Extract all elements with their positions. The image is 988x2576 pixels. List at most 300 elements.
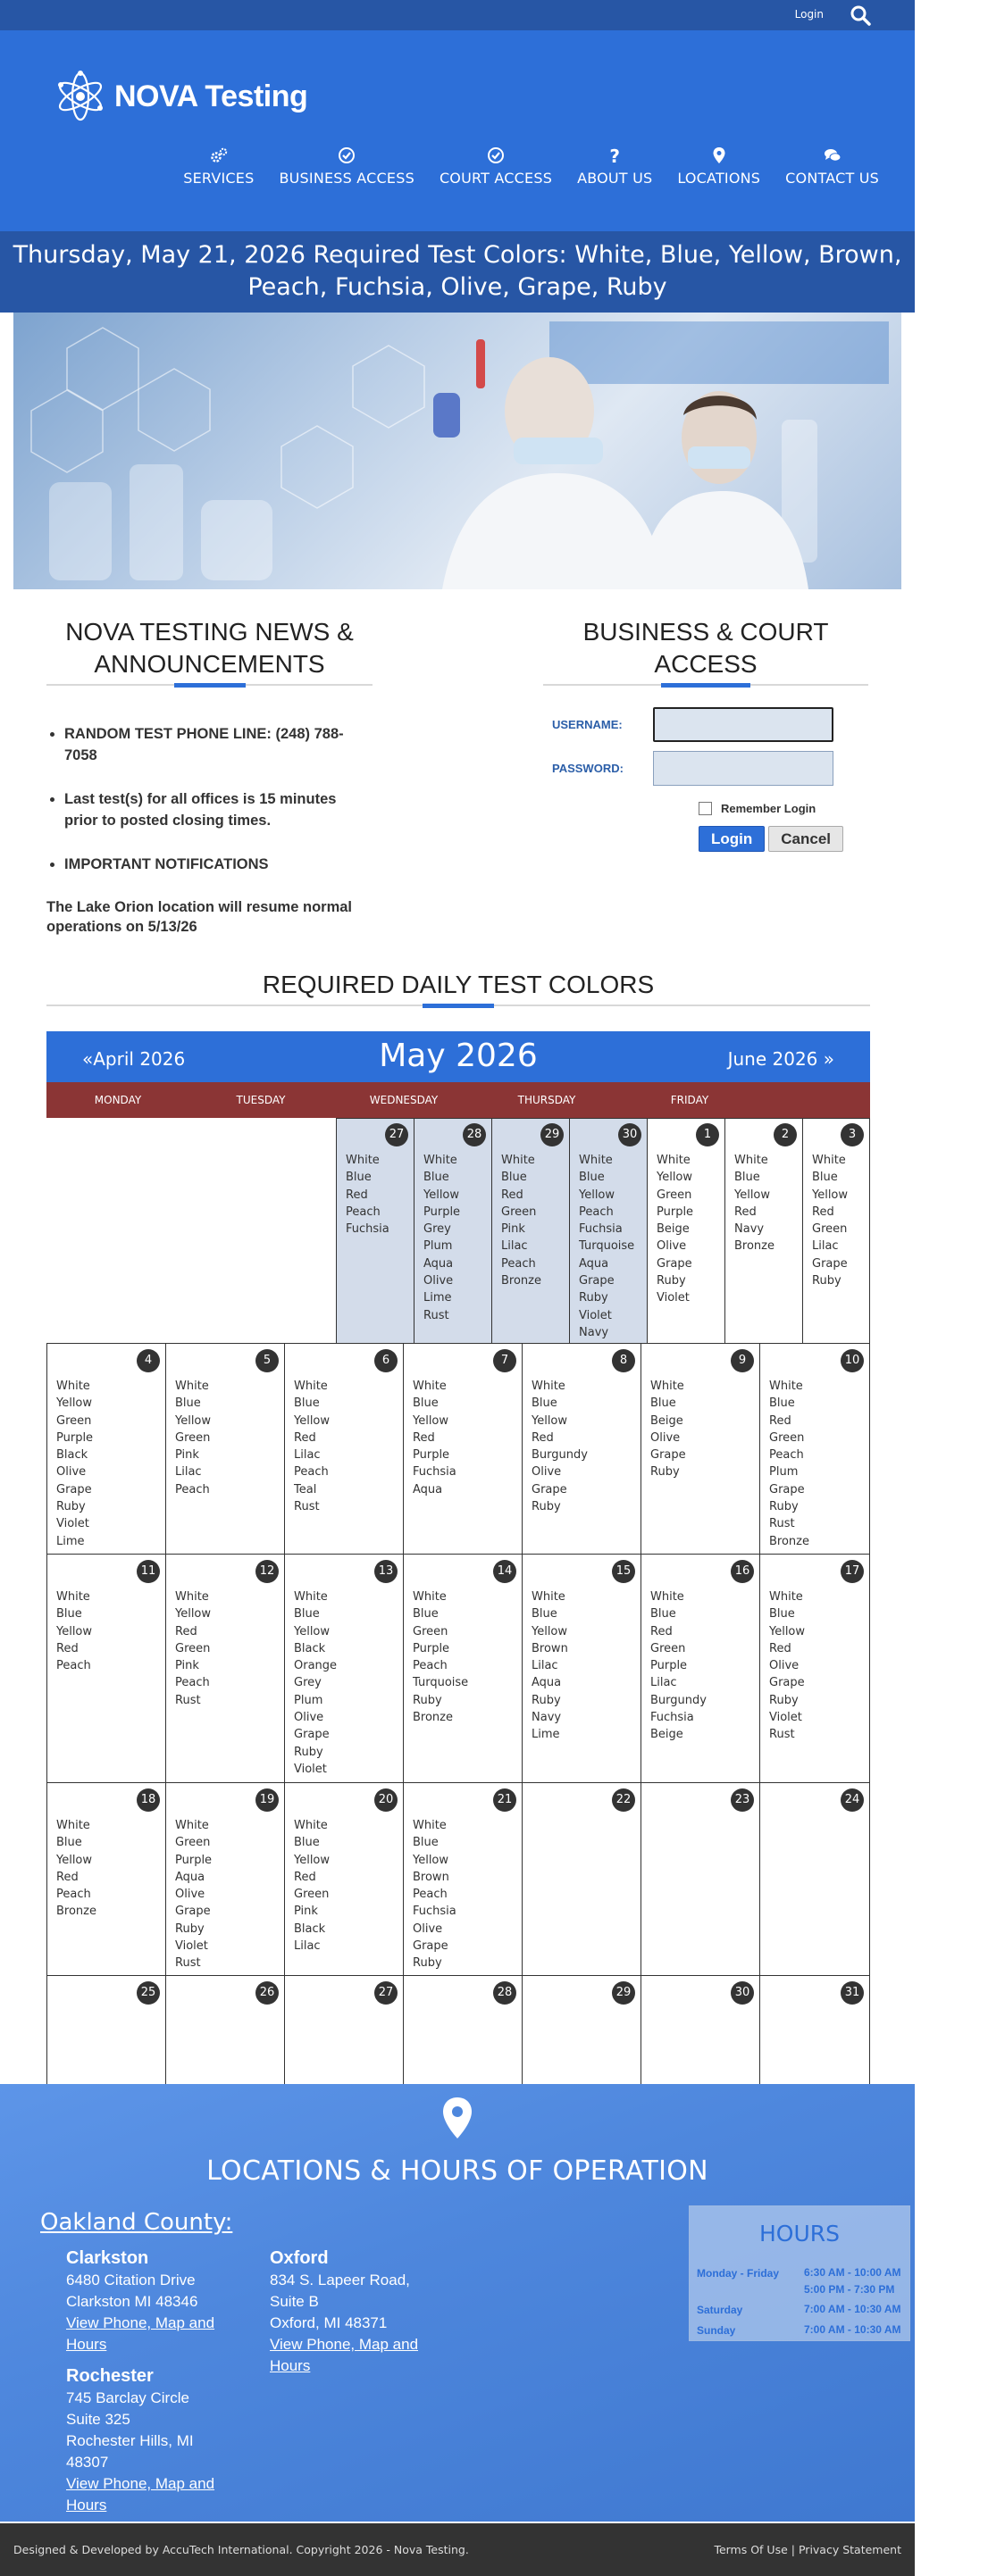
test-color: White: [413, 1819, 447, 1832]
access-title: BUSINESS & COURT ACCESS: [582, 618, 829, 678]
test-color: Olive: [413, 1922, 443, 1936]
test-color: Aqua: [532, 1676, 562, 1690]
test-color: Yellow: [812, 1188, 849, 1202]
test-color: Purple: [423, 1205, 461, 1219]
calendar-week: [46, 1555, 870, 1783]
calendar-day: [284, 1783, 403, 1975]
news-item: • RANDOM TEST PHONE LINE: (248) 788-7058: [64, 723, 373, 766]
test-color: Lime: [532, 1728, 560, 1742]
day-color-list: [56, 1817, 96, 1921]
day-color-list: [812, 1152, 848, 1289]
lab-scene-illustration: [13, 313, 901, 589]
test-color: White: [413, 1590, 447, 1604]
site-header: [0, 30, 915, 231]
search-icon[interactable]: [849, 4, 872, 27]
title-divider: [46, 1005, 870, 1006]
hours-time: 6:30 AM - 10:00 AM: [804, 2266, 901, 2279]
calendar-day: [522, 1783, 641, 1975]
day-number-badge: 27: [374, 1981, 398, 2005]
test-color: Ruby: [413, 1956, 442, 1971]
day-number-badge: 12: [255, 1560, 279, 1583]
test-color: Pink: [175, 1448, 199, 1463]
day-color-list: [413, 1817, 456, 1972]
nav-label: ABOUT US: [577, 170, 653, 187]
test-color: Red: [734, 1205, 757, 1219]
test-color: Navy: [579, 1325, 609, 1339]
test-color: Lime: [56, 1534, 85, 1548]
test-color: Violet: [294, 1762, 327, 1776]
nav-business-access[interactable]: [279, 146, 414, 187]
locations-title: LOCATIONS & HOURS OF OPERATION: [206, 2155, 708, 2187]
nav-label: BUSINESS ACCESS: [279, 170, 414, 187]
test-color: Ruby: [532, 1693, 561, 1707]
nav-court-access[interactable]: [440, 146, 552, 187]
day-color-list: [413, 1378, 456, 1498]
test-color: Red: [501, 1188, 523, 1202]
password-field[interactable]: [653, 751, 833, 786]
calendar-left-border: [46, 1976, 47, 2084]
weekday-header: [46, 1082, 870, 1118]
news-item: • Last test(s) for all offices is 15 minutes prior to posted closing times.: [64, 788, 373, 831]
test-color: Grape: [769, 1482, 805, 1496]
day-color-list: [294, 1378, 330, 1515]
day-number-badge: 24: [841, 1788, 864, 1812]
test-color: Lime: [423, 1291, 452, 1305]
test-color: Olive: [532, 1465, 562, 1480]
username-field[interactable]: [653, 707, 833, 742]
password-label: PASSWORD:: [552, 762, 624, 775]
day-number-badge: 19: [255, 1788, 279, 1812]
test-color: Red: [812, 1205, 834, 1219]
test-color: Olive: [769, 1659, 800, 1673]
test-color: Violet: [579, 1308, 612, 1322]
day-color-list: [650, 1588, 707, 1744]
test-color: Blue: [769, 1396, 795, 1411]
county-heading[interactable]: Oakland County:: [40, 2209, 233, 2236]
day-number-badge: 5: [255, 1349, 279, 1372]
office-address-line: Suite B: [270, 2293, 319, 2310]
test-color: Grape: [769, 1676, 805, 1690]
nav-label: LOCATIONS: [677, 170, 761, 187]
calendar-day: [641, 1344, 759, 1554]
test-color: Green: [175, 1641, 211, 1655]
test-color: Olive: [175, 1888, 205, 1902]
calendar-day: [641, 1976, 759, 2084]
test-color: Red: [346, 1188, 368, 1202]
test-color: Blue: [294, 1836, 320, 1850]
calendar-day: [46, 1555, 165, 1782]
next-month-link[interactable]: June 2026 »: [727, 1048, 834, 1070]
test-color: Grey: [294, 1676, 322, 1690]
news-note: The Lake Orion location will resume normal operations on 5/13/26: [46, 899, 352, 935]
day-number-badge: 10: [841, 1349, 864, 1372]
day-number-badge: 29: [540, 1123, 564, 1146]
test-color: Ruby: [579, 1291, 608, 1305]
calendar-day: [641, 1555, 759, 1782]
calendar-right-border: [869, 1344, 870, 1554]
day-number-badge: 26: [255, 1981, 279, 2005]
day-number-badge: 29: [612, 1981, 635, 2005]
test-color: Grey: [423, 1222, 451, 1237]
test-color: Yellow: [56, 1396, 93, 1411]
test-color: Blue: [532, 1607, 557, 1621]
test-color: White: [175, 1380, 209, 1393]
day-color-list: [532, 1378, 588, 1515]
test-color: Fuchsia: [346, 1222, 389, 1237]
calendar-day: [336, 1118, 414, 1343]
test-color: Yellow: [294, 1853, 331, 1867]
office-oxford: [270, 2247, 422, 2377]
nav-services[interactable]: [183, 146, 254, 187]
day-color-list: [657, 1152, 693, 1307]
day-number-badge: 28: [493, 1981, 516, 2005]
test-color: Grape: [532, 1482, 567, 1496]
test-color: Aqua: [413, 1482, 443, 1496]
test-color: Grape: [650, 1448, 686, 1463]
test-color: Lilac: [532, 1659, 558, 1673]
nav-contact-us[interactable]: [785, 146, 879, 187]
day-color-list: [734, 1152, 774, 1255]
test-color: Red: [650, 1624, 673, 1638]
calendar-day: [414, 1118, 491, 1343]
test-color: Beige: [650, 1413, 683, 1428]
test-color: Black: [56, 1448, 88, 1463]
hours-box: [689, 2205, 910, 2341]
day-color-list: [423, 1152, 460, 1324]
weekday-label: MONDAY: [94, 1094, 142, 1106]
office-address-line: 745 Barclay Circle Suite 325: [66, 2389, 189, 2428]
test-color: Lilac: [501, 1239, 528, 1254]
test-color: Blue: [769, 1607, 795, 1621]
test-color: Peach: [294, 1465, 329, 1480]
calendar-day: [647, 1118, 724, 1343]
test-color: Blue: [294, 1607, 320, 1621]
check-circle-icon: [487, 146, 505, 164]
test-color: White: [650, 1380, 684, 1393]
test-color: Lilac: [175, 1465, 202, 1480]
test-color: Red: [56, 1870, 79, 1884]
main-nav: [158, 146, 879, 187]
test-color: Black: [294, 1922, 326, 1936]
calendar-day: [165, 1783, 284, 1975]
footer-credit: Designed & Developed by AccuTech International. Copyright 2026 - Nova Testing.: [13, 2543, 469, 2556]
username-label: USERNAME:: [552, 718, 623, 731]
day-number-badge: 17: [841, 1560, 864, 1583]
day-number-badge: 21: [493, 1788, 516, 1812]
calendar-right-border: [869, 1118, 870, 1343]
calendar-day: [165, 1344, 284, 1554]
test-color: White: [423, 1154, 457, 1167]
calendar-day: [165, 1555, 284, 1782]
day-number-badge: 7: [493, 1349, 516, 1372]
test-color: White: [175, 1590, 209, 1604]
test-color: Purple: [657, 1205, 694, 1219]
test-color: Plum: [294, 1693, 323, 1707]
day-number-badge: 1: [696, 1123, 719, 1146]
office-name: Oxford: [270, 2248, 329, 2268]
test-color: Fuchsia: [650, 1711, 694, 1725]
cancel-button[interactable]: Cancel: [768, 826, 843, 852]
test-color: Bronze: [769, 1534, 809, 1548]
test-color: Purple: [650, 1659, 688, 1673]
test-color: Turquoise: [579, 1239, 635, 1254]
test-color: Blue: [346, 1171, 372, 1185]
calendar-day: [46, 1783, 165, 1975]
calendar-day: [403, 1555, 522, 1782]
calendar-day: [284, 1976, 403, 2084]
test-color: Blue: [175, 1396, 201, 1411]
test-color: Lilac: [650, 1676, 677, 1690]
office-address-line: Oxford, MI 48371: [270, 2314, 388, 2331]
test-color: Blue: [56, 1607, 82, 1621]
test-color: Violet: [769, 1711, 802, 1725]
cogs-icon: [210, 146, 228, 164]
calendar: [46, 1031, 870, 2085]
prev-month-label: April 2026: [93, 1048, 186, 1070]
test-color: White: [734, 1154, 768, 1167]
nav-about-us[interactable]: [577, 146, 652, 187]
test-color: Yellow: [56, 1624, 93, 1638]
site-footer: [0, 2523, 915, 2576]
test-color: Navy: [532, 1711, 562, 1725]
test-color: Pink: [294, 1905, 318, 1919]
test-color: Fuchsia: [413, 1905, 456, 1919]
test-color: Blue: [579, 1171, 605, 1185]
test-color: Violet: [175, 1939, 208, 1954]
test-color: Black: [294, 1641, 326, 1655]
day-number-badge: 9: [731, 1349, 754, 1372]
terms-link[interactable]: Terms Of Use: [714, 2543, 788, 2556]
test-color: Yellow: [413, 1413, 449, 1428]
test-color: Blue: [413, 1836, 439, 1850]
test-color: White: [501, 1154, 535, 1167]
calendar-week: [46, 1344, 870, 1555]
test-color: Olive: [423, 1274, 454, 1288]
calendar-day: [284, 1344, 403, 1554]
hours-day: Sunday: [697, 2324, 736, 2337]
weekday-label: THURSDAY: [517, 1094, 576, 1106]
day-color-list: [294, 1817, 330, 1955]
test-color: Rust: [423, 1308, 449, 1322]
day-number-badge: 20: [374, 1788, 398, 1812]
test-color: Ruby: [769, 1693, 799, 1707]
test-color: Turquoise: [413, 1676, 469, 1690]
test-color: Lilac: [812, 1239, 839, 1254]
day-color-list: [175, 1378, 211, 1498]
test-color: Green: [175, 1430, 211, 1445]
test-color: Lilac: [294, 1939, 321, 1954]
test-color: Blue: [413, 1396, 439, 1411]
hero-image: [13, 313, 901, 589]
calendar-right-border: [869, 1976, 870, 2084]
test-color: Peach: [175, 1676, 210, 1690]
prev-month-link[interactable]: «April 2026: [82, 1048, 186, 1070]
test-color: White: [294, 1380, 328, 1393]
test-color: Green: [657, 1188, 692, 1202]
day-number-badge: 30: [731, 1981, 754, 2005]
test-color: Blue: [650, 1607, 676, 1621]
test-color: Teal: [294, 1482, 317, 1496]
calendar-left-border: [46, 1344, 47, 1554]
test-color: Plum: [769, 1465, 799, 1480]
nav-locations[interactable]: [677, 146, 760, 187]
test-color: Ruby: [413, 1693, 442, 1707]
test-color: Ruby: [294, 1745, 323, 1759]
test-color: Green: [650, 1641, 686, 1655]
site-logo[interactable]: [54, 70, 307, 123]
test-color: Peach: [413, 1888, 448, 1902]
calendar-left-border: [46, 1783, 47, 1975]
test-color: Blue: [532, 1396, 557, 1411]
test-color: Green: [812, 1222, 848, 1237]
day-color-list: [346, 1152, 389, 1238]
test-color: Peach: [56, 1659, 91, 1673]
test-color: Blue: [812, 1171, 838, 1185]
office-details-link[interactable]: View Phone, Map and Hours: [270, 2336, 419, 2374]
hours-day: Monday - Friday: [697, 2267, 780, 2280]
title-divider: [543, 684, 868, 686]
day-number-badge: 3: [841, 1123, 864, 1146]
test-color: Peach: [413, 1659, 448, 1673]
calendar-day: [403, 1344, 522, 1554]
day-number-badge: 25: [137, 1981, 160, 2005]
day-color-list: [579, 1152, 634, 1341]
login-button[interactable]: Login: [699, 826, 765, 852]
test-color: Grape: [56, 1482, 92, 1496]
calendar-right-border: [869, 1555, 870, 1782]
hours-time: 7:00 AM - 10:30 AM: [804, 2303, 901, 2315]
test-color: Ruby: [769, 1500, 799, 1514]
test-color: Fuchsia: [413, 1465, 456, 1480]
test-color: Peach: [56, 1888, 91, 1902]
test-color: Yellow: [734, 1188, 771, 1202]
day-number-badge: 8: [612, 1349, 635, 1372]
day-number-badge: 2: [774, 1123, 797, 1146]
remember-checkbox[interactable]: [699, 802, 712, 815]
test-color: Navy: [734, 1222, 765, 1237]
test-color: Red: [769, 1641, 791, 1655]
test-color: White: [812, 1154, 846, 1167]
office-rochester: [66, 2364, 227, 2516]
test-color: Ruby: [657, 1274, 686, 1288]
day-color-list: [769, 1378, 809, 1550]
day-number-badge: 14: [493, 1560, 516, 1583]
news-title: NOVA TESTING NEWS & ANNOUNCEMENTS: [65, 618, 354, 678]
today-colors-banner: Thursday, May 21, 2026 Required Test Colors: White, Blue, Yellow, Brown, Peach, Fuchsia, Olive, Grape, Ruby: [0, 231, 915, 313]
test-color: Yellow: [175, 1607, 212, 1621]
test-color: Violet: [657, 1291, 690, 1305]
test-color: White: [56, 1380, 90, 1393]
news-panel: [46, 616, 373, 937]
calendar-week: [46, 1783, 870, 1976]
test-color: Yellow: [56, 1853, 93, 1867]
test-color: Blue: [413, 1607, 439, 1621]
office-details-link[interactable]: View Phone, Map and Hours: [66, 2314, 215, 2353]
day-number-badge: 16: [731, 1560, 754, 1583]
day-number-badge: 4: [137, 1349, 160, 1372]
test-color: Yellow: [532, 1624, 568, 1638]
top-login-link[interactable]: Login: [794, 8, 824, 21]
test-color: Rust: [175, 1693, 201, 1707]
test-color: Red: [175, 1624, 197, 1638]
footer-separator: |: [791, 2543, 795, 2556]
test-color: Aqua: [175, 1870, 205, 1884]
calendar-day: [522, 1555, 641, 1782]
test-color: Grape: [579, 1274, 615, 1288]
day-number-badge: 15: [612, 1560, 635, 1583]
calendar-day: [46, 1344, 165, 1554]
day-number-badge: 13: [374, 1560, 398, 1583]
remember-login[interactable]: [699, 802, 868, 815]
day-number-badge: 22: [612, 1788, 635, 1812]
office-address-line: Rochester Hills, MI 48307: [66, 2432, 194, 2471]
test-color: White: [56, 1819, 90, 1832]
test-color: Blue: [734, 1171, 760, 1185]
hours-title: HOURS: [758, 2221, 840, 2247]
news-and-access-section: [0, 589, 915, 975]
test-color: White: [346, 1154, 380, 1167]
test-color: Peach: [175, 1482, 210, 1496]
title-divider: [46, 684, 373, 686]
test-color: Beige: [657, 1222, 690, 1237]
test-color: White: [294, 1590, 328, 1604]
day-color-list: [175, 1817, 212, 1972]
test-color: Yellow: [413, 1853, 449, 1867]
test-color: Green: [294, 1888, 330, 1902]
calendar-week: [46, 1976, 870, 2085]
test-color: Red: [294, 1430, 316, 1445]
office-details-link[interactable]: View Phone, Map and Hours: [66, 2475, 215, 2513]
day-color-list: [769, 1588, 805, 1744]
test-color: Grape: [657, 1256, 692, 1271]
test-color: Brown: [413, 1870, 449, 1884]
test-color: Plum: [423, 1239, 453, 1254]
test-color: Orange: [294, 1659, 338, 1673]
test-color: Pink: [175, 1659, 199, 1673]
day-number-badge: 30: [618, 1123, 641, 1146]
nav-label: CONTACT US: [785, 170, 879, 187]
test-color: Rust: [294, 1500, 320, 1514]
privacy-link[interactable]: Privacy Statement: [798, 2543, 901, 2556]
test-color: Blue: [423, 1171, 449, 1185]
calendar-day: [522, 1344, 641, 1554]
test-color: Olive: [650, 1430, 681, 1445]
office-name: Rochester: [66, 2366, 154, 2386]
test-color: White: [294, 1819, 328, 1832]
nav-label: COURT ACCESS: [439, 170, 553, 187]
test-color: Yellow: [423, 1188, 460, 1202]
calendar-day: [165, 1976, 284, 2084]
day-number-badge: 18: [137, 1788, 160, 1812]
test-color: Brown: [532, 1641, 568, 1655]
test-color: Rust: [769, 1517, 795, 1531]
test-color: Peach: [579, 1205, 614, 1219]
test-color: Bronze: [413, 1711, 453, 1725]
test-color: Yellow: [175, 1413, 212, 1428]
calendar-day: [284, 1555, 403, 1782]
test-color: Blue: [650, 1396, 676, 1411]
test-color: Ruby: [175, 1922, 205, 1936]
next-month-label: June 2026: [727, 1048, 818, 1070]
test-color: Red: [532, 1430, 554, 1445]
question-icon: ?: [609, 146, 620, 167]
calendar-top-border: [336, 1118, 870, 1119]
calendar-day: [759, 1555, 869, 1782]
nav-label: SERVICES: [183, 170, 255, 187]
test-color: Red: [56, 1641, 79, 1655]
remember-label: Remember Login: [721, 802, 816, 815]
map-marker-icon: [710, 146, 728, 164]
